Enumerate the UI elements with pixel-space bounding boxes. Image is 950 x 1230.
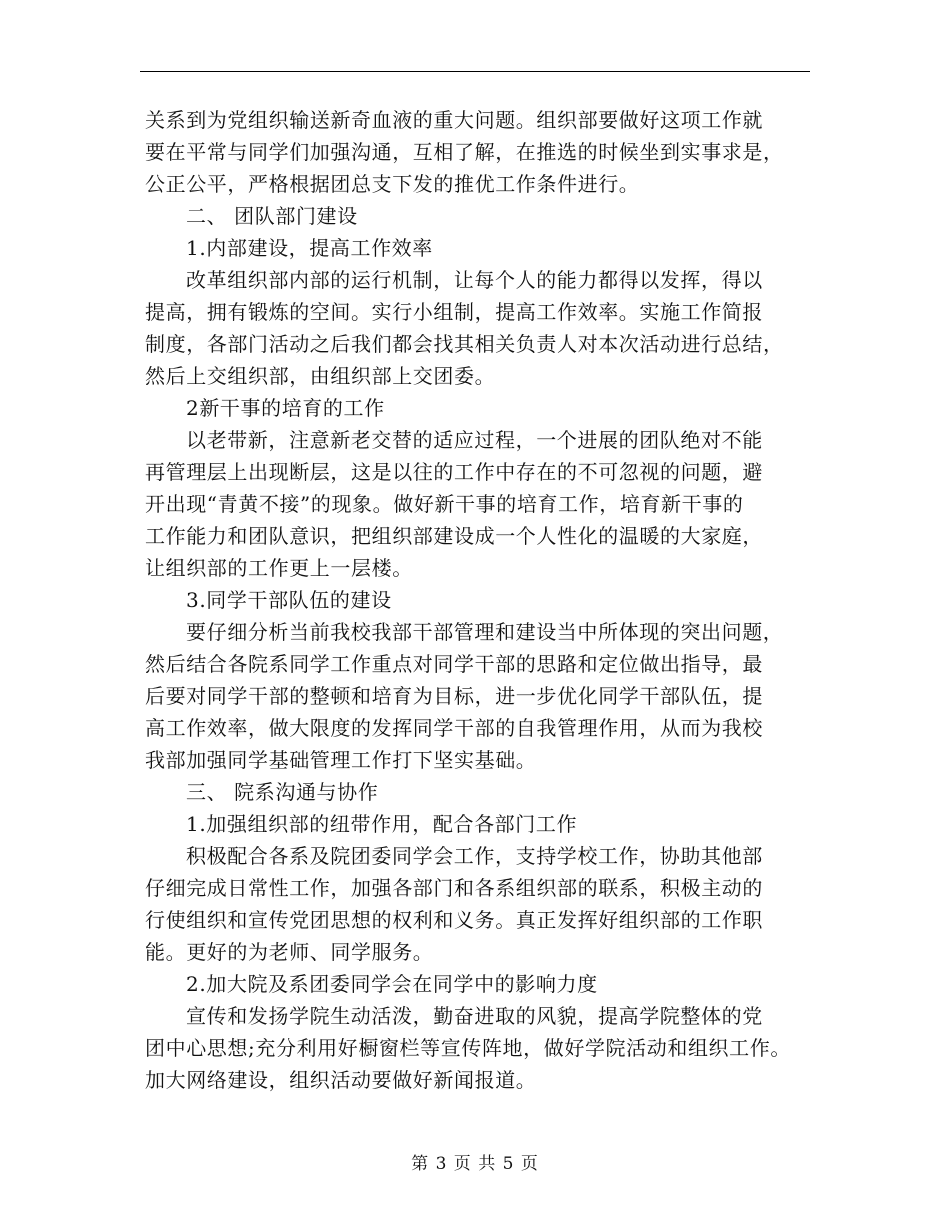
text-line: 然后上交组织部，由组织部上交团委。 [145, 364, 496, 388]
text-line: 1.加强组织部的纽带作用，配合各部门工作 [186, 812, 578, 836]
text-line: 三、 院系沟通与协作 [186, 780, 379, 804]
text-line: 仔细完成日常性工作，加强各部门和各系组织部的联系，积极主动的 [145, 876, 763, 900]
text-line: 积极配合各系及院团委同学会工作，支持学校工作，协助其他部 [186, 844, 763, 868]
text-line: 让组织部的工作更上一层楼。 [145, 556, 413, 580]
text-line: 行使组织和宣传党团思想的权利和义务。真正发挥好组织部的工作职 [145, 908, 763, 932]
text-line: 以老带新，注意新老交替的适应过程，一个进展的团队绝对不能 [186, 428, 763, 452]
text-line: 加大网络建设，组织活动要做好新闻报道。 [145, 1068, 537, 1092]
text-line: 宣传和发扬学院生动活泼，勤奋进取的风貌，提高学院整体的党 [186, 1004, 763, 1028]
page-number-footer: 第 3 页 共 5 页 [411, 1154, 539, 1174]
text-line: 团中心思想;充分利用好橱窗栏等宣传阵地，做好学院活动和组织工作。 [145, 1036, 791, 1060]
text-line: 1.内部建设，提高工作效率 [186, 236, 433, 260]
text-line: 2.加大院及系团委同学会在同学中的影响力度 [186, 972, 598, 996]
text-line: 提高，拥有锻炼的空间。实行小组制，提高工作效率。实施工作简报 [145, 300, 763, 324]
text-line: 后要对同学干部的整顿和培育为目标，进一步优化同学干部队伍，提 [145, 684, 763, 708]
text-line: 开出现“青黄不接”的现象。做好新干事的培育工作，培育新干事的 [145, 492, 744, 516]
text-line: 能。更好的为老师、同学服务。 [145, 940, 434, 964]
text-line: 要仔细分析当前我校我部干部管理和建设当中所体现的突出问题， [186, 620, 784, 644]
text-line: 二、 团队部门建设 [186, 204, 358, 228]
text-line: 高工作效率，做大限度的发挥同学干部的自我管理作用，从而为我校 [145, 716, 763, 740]
text-line: 工作能力和团队意识，把组织部建设成一个人性化的温暖的大家庭， [145, 524, 763, 548]
text-line: 改革组织部内部的运行机制，让每个人的能力都得以发挥，得以 [186, 268, 763, 292]
text-line: 2新干事的培育的工作 [186, 396, 385, 420]
text-line: 公正公平，严格根据团总支下发的推优工作条件进行。 [145, 172, 640, 196]
document-body [145, 104, 825, 1096]
text-line: 我部加强同学基础管理工作打下坚实基础。 [145, 748, 537, 772]
text-line: 再管理层上出现断层，这是以往的工作中存在的不可忽视的问题，避 [145, 460, 763, 484]
text-line: 要在平常与同学们加强沟通，互相了解，在推选的时候坐到实事求是， [145, 140, 784, 164]
text-line: 制度，各部门活动之后我们都会找其相关负责人对本次活动进行总结， [145, 332, 784, 356]
text-line: 关系到为党组织输送新奇血液的重大问题。组织部要做好这项工作就 [145, 108, 763, 132]
text-line: 然后结合各院系同学工作重点对同学干部的思路和定位做出指导，最 [145, 652, 763, 676]
text-line: 3.同学干部队伍的建设 [186, 588, 392, 612]
header-rule [140, 71, 810, 72]
